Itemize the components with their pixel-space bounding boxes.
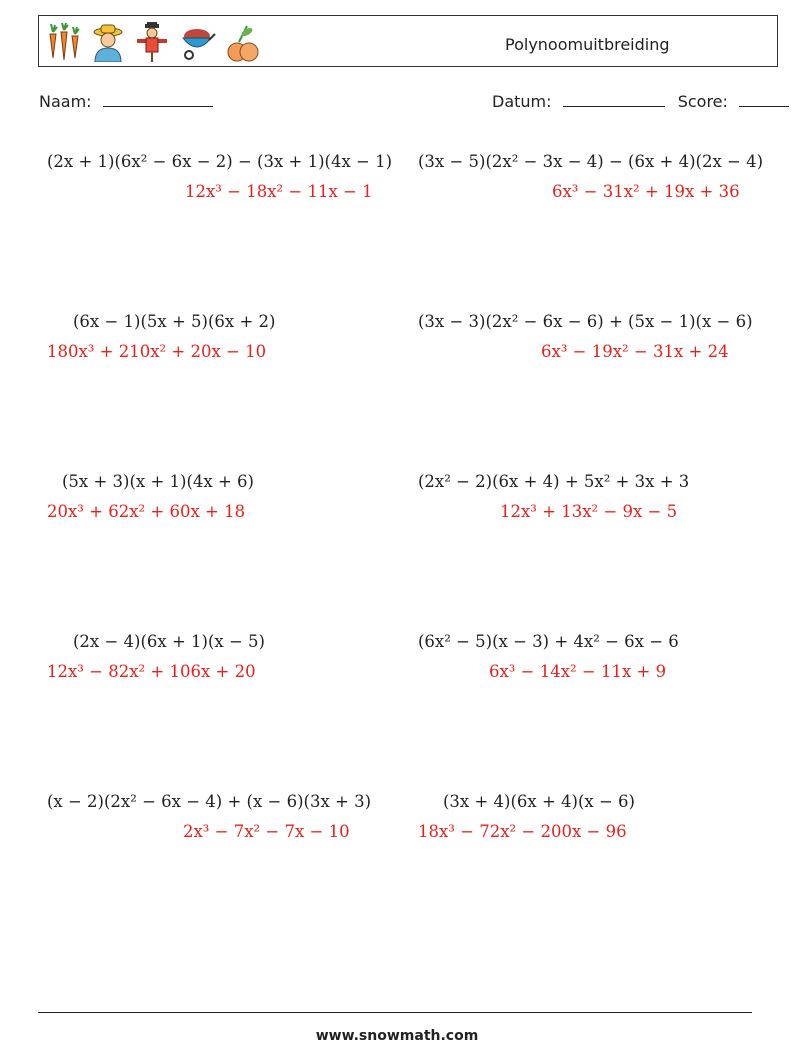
problem-question: (3x − 3)(2x² − 6x − 6) + (5x − 1)(x − 6) <box>418 312 753 331</box>
problem-question: (6x − 1)(5x + 5)(6x + 2) <box>73 312 276 331</box>
problem-answer: 18x³ − 72x² − 200x − 96 <box>418 822 627 841</box>
problem-answer: 12x³ − 18x² − 11x − 1 <box>185 182 373 201</box>
page-title: Polynoomuitbreiding <box>505 35 670 54</box>
score-blank[interactable] <box>739 92 789 107</box>
problem-answer: 12x³ + 13x² − 9x − 5 <box>500 502 678 521</box>
farmer-icon <box>89 22 127 62</box>
date-blank[interactable] <box>563 92 665 107</box>
problem-answer: 2x³ − 7x² − 7x − 10 <box>183 822 350 841</box>
problem-answer: 180x³ + 210x² + 20x − 10 <box>47 342 267 361</box>
name-field <box>39 92 213 111</box>
score-label: Score: <box>677 92 728 111</box>
name-label: Naam: <box>39 92 92 111</box>
footer-divider <box>38 1012 752 1013</box>
carrots-icon <box>45 22 83 62</box>
peach-icon <box>223 22 261 62</box>
problem-question: (x − 2)(2x² − 6x − 4) + (x − 6)(3x + 3) <box>47 792 372 811</box>
scarecrow-icon <box>133 22 171 62</box>
problem-answer: 6x³ − 31x² + 19x + 36 <box>552 182 740 201</box>
problem-question: (2x − 4)(6x + 1)(x − 5) <box>73 632 265 651</box>
problem-question: (2x² − 2)(6x + 4) + 5x² + 3x + 3 <box>418 472 690 491</box>
header-icons <box>45 20 261 64</box>
problem-answer: 6x³ − 19x² − 31x + 24 <box>541 342 729 361</box>
date-label: Datum: <box>492 92 552 111</box>
problem-answer: 6x³ − 14x² − 11x + 9 <box>489 662 667 681</box>
header-box <box>38 15 778 67</box>
problem-question: (5x + 3)(x + 1)(4x + 6) <box>62 472 254 491</box>
problem-question: (6x² − 5)(x − 3) + 4x² − 6x − 6 <box>418 632 679 651</box>
problem-answer: 12x³ − 82x² + 106x + 20 <box>47 662 256 681</box>
problem-question: (3x + 4)(6x + 4)(x − 6) <box>443 792 635 811</box>
problem-question: (3x − 5)(2x² − 3x − 4) − (6x + 4)(2x − 4) <box>418 152 764 171</box>
problem-answer: 20x³ + 62x² + 60x + 18 <box>47 502 246 521</box>
wheelbarrow-icon <box>177 22 217 62</box>
date-score-field <box>492 92 789 111</box>
name-blank[interactable] <box>103 92 213 107</box>
problem-question: (2x + 1)(6x² − 6x − 2) − (3x + 1)(4x − 1) <box>47 152 393 171</box>
footer-url[interactable]: www.snowmath.com <box>315 1028 479 1044</box>
